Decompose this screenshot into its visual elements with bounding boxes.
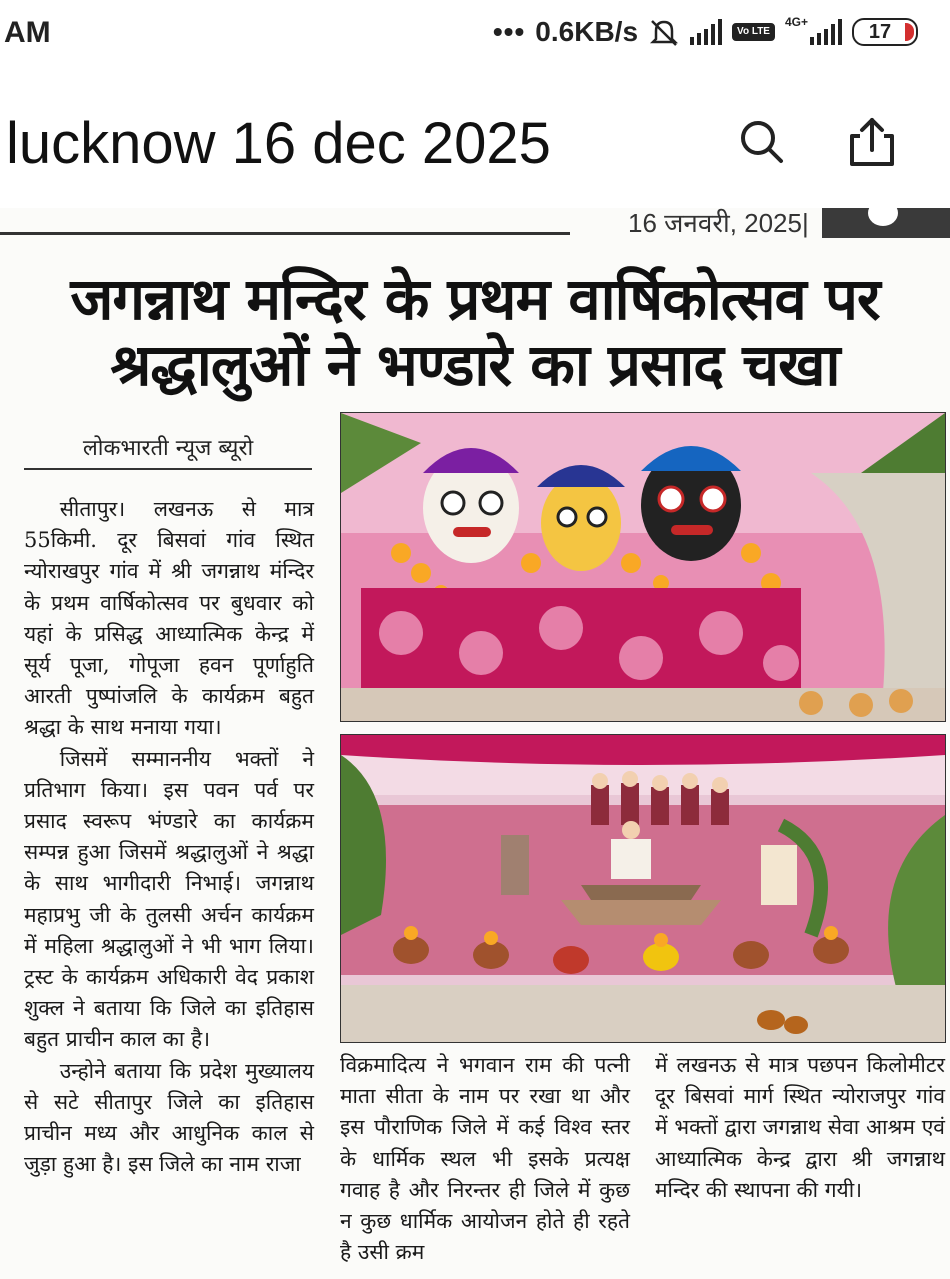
app-bar [0,68,950,208]
status-icons [493,16,918,48]
page-number-box [822,208,950,238]
battery-level: 17 [868,20,892,43]
bell-muted-icon [648,17,680,47]
paragraph: में लखनऊ से मात्र पछपन किलोमीटर दूर बिसवां मार्ग स्थित न्योराजपुर गांव में भक्तों द्वारा जगन्नाथ सेवा आश्रम एवं आध्यात्मिक केन्द्र द्वारा श्री जगन्नाथ मन्दिर की स्थापना की गयी। [655,1053,945,1202]
status-time: AM [4,16,51,49]
page-top-strip [0,208,950,242]
headline-line-1: जगन्नाथ मन्दिर के प्रथम वार्षिकोत्सव पर [70,265,880,333]
status-bar [0,0,950,68]
dateline: 16 जनवरी, 2025| [628,208,809,238]
volte-label: Vo LTE [737,26,770,37]
volte-badge [732,23,775,41]
search-icon[interactable] [732,112,792,172]
havan-ceremony-photo [340,734,946,1043]
article-headline [0,266,950,398]
paragraph: विक्रमादित्य ने भगवान राम की पत्नी माता सीता के नाम पर रखा था और इस पौराणिक जिले में कई विश्व स्तर के धार्मिक स्थल भी इसके प्रत्यक्ष गवाह है और निरन्तर ही जिले में कुछ न कुछ धार्मिक आयोजन होते ही रहते है उसी क्रम [340,1053,630,1265]
network-speed: 0.6KB/s [535,16,639,47]
byline: लोकभारती न्यूज ब्यूरो [24,432,312,470]
paragraph: उन्होने बताया कि प्रदेश मुख्यालय से सटे सीतापुर जिले का इतिहास प्राचीन मध्य और आधुनिक काल से जुड़ा हुआ है। इस जिले का नाम राजा [24,1058,314,1177]
signal-icon [690,19,722,45]
more-dots-icon: ••• [492,16,526,47]
article-column-3 [655,1050,945,1206]
signal-icon-2 [810,19,842,45]
temple-deities-photo [340,412,946,722]
paragraph: सीतापुर। लखनऊ से मात्र 55किमी. दूर बिसवां गांव स्थित न्योराखपुर गांव में श्री जगन्नाथ मंन्दिर के प्रथम वार्षिकोत्सव पर बुधवार को यहां के प्रसिद्ध आध्यात्मिक केन्द्र में सूर्य पूजा, गोपूजा हवन पूर्णाहुति आरती पुष्पांजलि के कार्यक्रम बहुत श्रद्धा के साथ मनाया गया। [24,497,314,740]
share-icon[interactable] [842,112,902,172]
battery-icon [852,18,918,46]
page-title: lucknow 16 dec 2025 [6,111,551,176]
headline-line-2: श्रद्धालुओं ने भण्डारे का प्रसाद चखा [110,331,840,399]
network-type: 4G+ [784,15,808,29]
article-column-1 [24,494,314,1180]
newspaper-page[interactable] [0,208,950,1279]
paragraph: जिसमें सम्माननीय भक्तों ने प्रतिभाग किया। इस पवन पर्व पर प्रसाद स्वरूप भंण्डारे का कार्यक्रम सम्पन्न हुआ जिसमें श्रद्धालुओं ने श्रद्धा के साथ भागीदारी निभाई। जगन्नाथ महाप्रभु जी के तुलसी अर्चन कार्यक्रम में महिला श्रद्धालुओं ने भी भाग लिया। ट्रस्ट के कार्यक्रम अधिकारी वेद प्रकाश शुक्ल ने बताया कि जिले का इतिहास बहुत प्राचीन काल का है। [24,746,314,1052]
article-column-2 [340,1050,630,1268]
